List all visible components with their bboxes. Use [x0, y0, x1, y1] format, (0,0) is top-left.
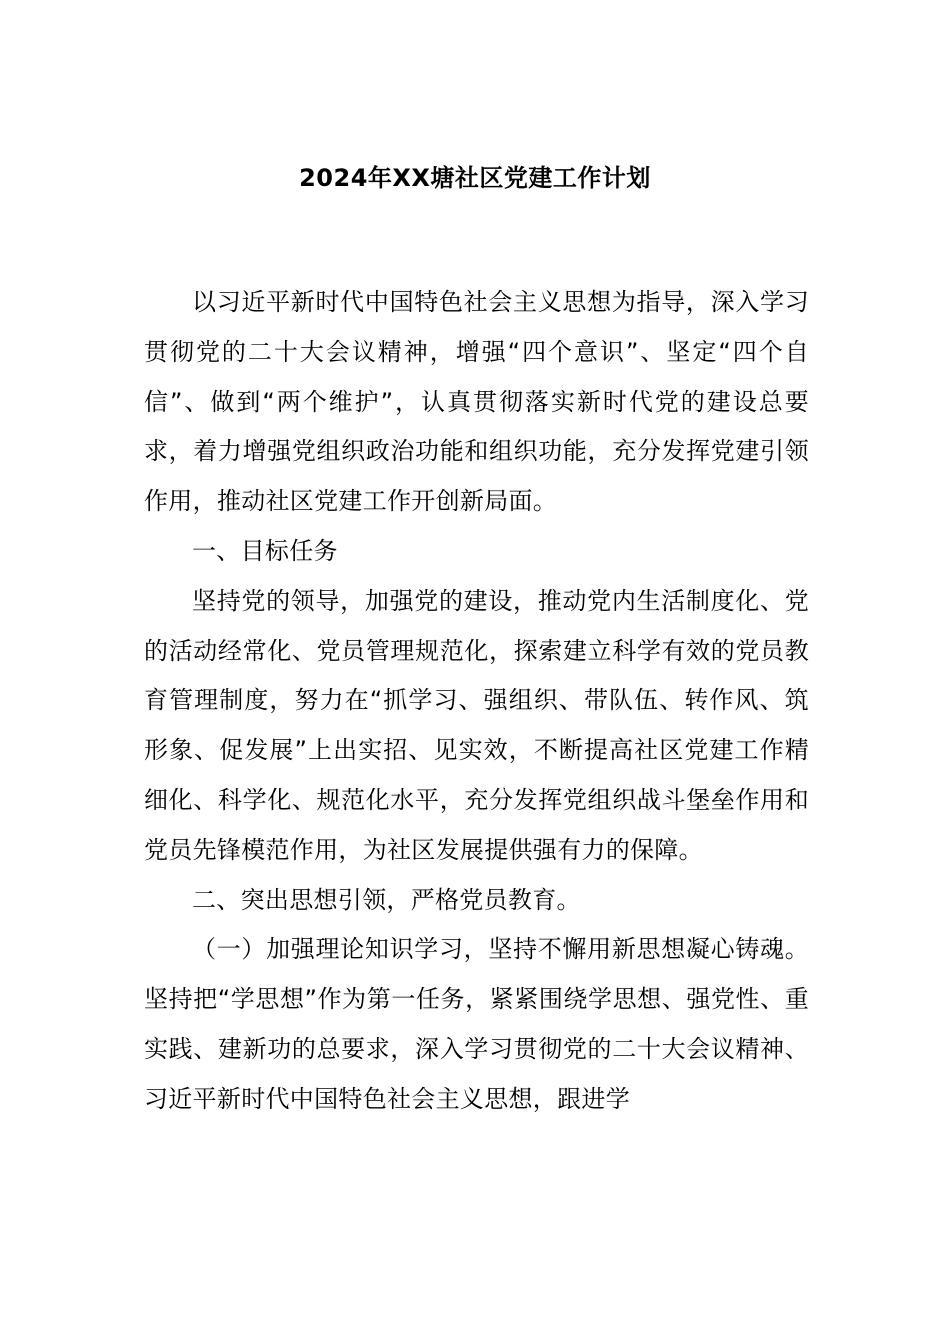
- section-heading-education: 二、突出思想引领，严格党员教育。: [192, 885, 581, 914]
- document-title: 2024年XX塘社区党建工作计划: [299, 164, 651, 192]
- paragraph-goals: 坚持党的领导，加强党的建设，推动党内生活制度化、党的活动经常化、党员管理规范化，探索建立科学有效的党员教育管理制度，努力在“抓学习、强组织、带队伍、转作风、筑形象、促发展”上出实招、见实效，不断提高社区党建工作精细化、科学化、规范化水平，充分发挥党组织战斗堡垒作用和党员先锋模范作用，为社区发展提供强有力的保障。: [144, 586, 809, 864]
- paragraph-theory-study: （一）加强理论知识学习，坚持不懈用新思想凝心铸魂。坚持把“学思想”作为第一任务，紧紧围绕学思想、强党性、重实践、建新功的总要求，深入学习贯彻党的二十大会议精神、习近平新时代中国特色社会主义思想，跟进学: [144, 935, 809, 1113]
- document-body: [144, 278, 809, 1125]
- section-heading-goals: 一、目标任务: [192, 536, 338, 565]
- paragraph-intro: 以习近平新时代中国特色社会主义思想为指导，深入学习贯彻党的二十大会议精神，增强“四个意识”、坚定“四个自信”、做到“两个维护”，认真贯彻落实新时代党的建设总要求，着力增强党组织政治功能和组织功能，充分发挥党建引领作用，推动社区党建工作开创新局面。: [144, 288, 809, 516]
